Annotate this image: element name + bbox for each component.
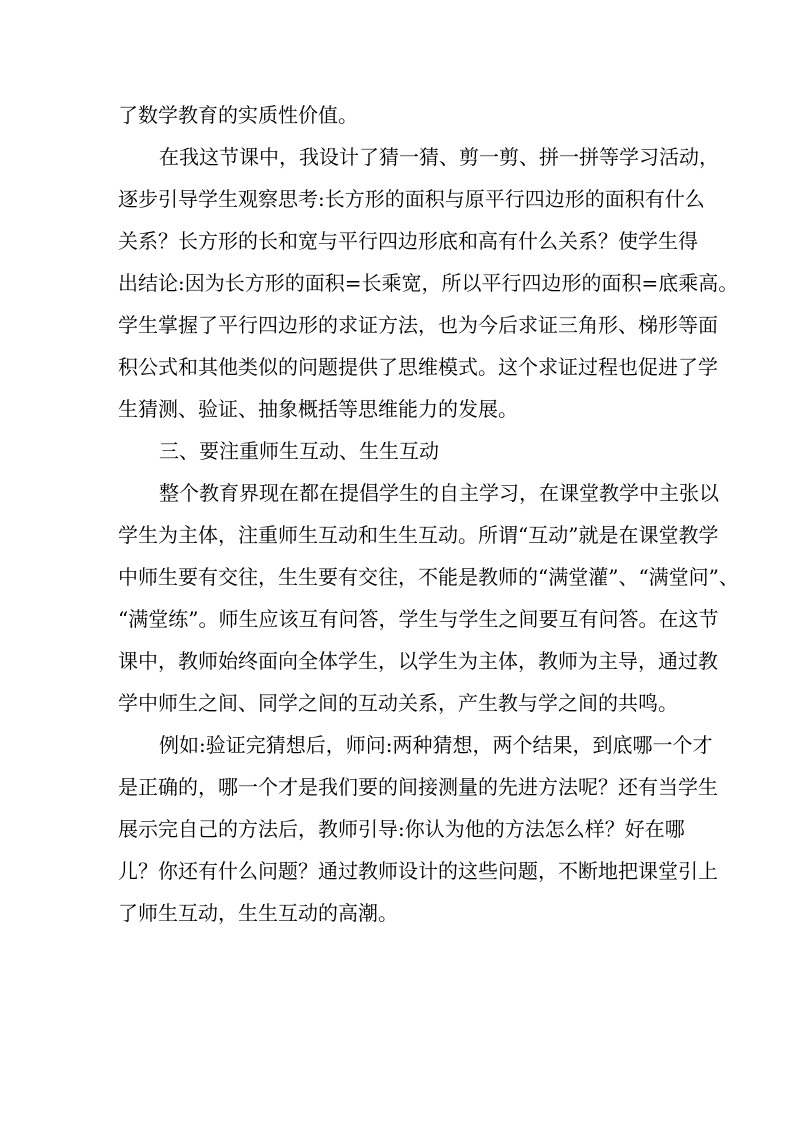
text-line: 是正确的，哪一个才是我们要的间接测量的先进方法呢？还有当学生	[118, 775, 718, 799]
paragraph-example	[118, 724, 718, 934]
text-line: 中师生要有交往，生生要有交往，不能是教师的“满堂灌”、“满堂问”、	[118, 565, 739, 589]
text-line: “满堂练”。师生应该互有问答，学生与学生之间要互有问答。在这节	[118, 607, 719, 631]
text-line: 逐步引导学生观察思考:长方形的面积与原平行四边形的面积有什么	[118, 187, 705, 211]
paragraph-continuation	[118, 94, 678, 136]
text-line: 儿？你还有什么问题？通过教师设计的这些问题，不断地把课堂引上	[118, 859, 718, 883]
text-line: 了数学教育的实质性价值。	[118, 103, 358, 127]
text-line: 学生掌握了平行四边形的求证方法，也为今后求证三角形、梯形等面	[118, 313, 718, 337]
section-heading-interaction	[118, 430, 678, 472]
text-line: 整个教育界现在都在提倡学生的自主学习，在课堂教学中主张以	[159, 481, 719, 505]
text-line: 出结论:因为长方形的面积=长乘宽，所以平行四边形的面积=底乘高。	[118, 271, 739, 295]
text-line: 了师生互动，生生互动的高潮。	[118, 901, 398, 925]
section-heading: 三、要注重师生互动、生生互动	[159, 439, 439, 463]
text-line: 积公式和其他类似的问题提供了思维模式。这个求证过程也促进了学	[118, 355, 718, 379]
document-body	[118, 94, 739, 934]
paragraph-activities	[118, 136, 739, 430]
paragraph-interaction	[118, 472, 739, 724]
text-line: 课中，教师始终面向全体学生，以学生为主体，教师为主导，通过教	[118, 649, 718, 673]
text-line: 展示完自己的方法后，教师引导:你认为他的方法怎么样？好在哪	[118, 817, 685, 841]
text-line: 学生为主体，注重师生互动和生生互动。所谓“互动”就是在课堂教学	[118, 523, 719, 547]
text-line: 关系？长方形的长和宽与平行四边形底和高有什么关系？使学生得	[118, 229, 698, 253]
text-line: 学中师生之间、同学之间的互动关系，产生教与学之间的共鸣。	[118, 691, 678, 715]
text-line: 生猜测、验证、抽象概括等思维能力的发展。	[118, 397, 518, 421]
text-line: 例如:验证完猜想后，师问:两种猜想，两个结果，到底哪一个才	[159, 733, 713, 757]
text-line: 在我这节课中，我设计了猜一猜、剪一剪、拼一拼等学习活动，	[159, 145, 719, 169]
